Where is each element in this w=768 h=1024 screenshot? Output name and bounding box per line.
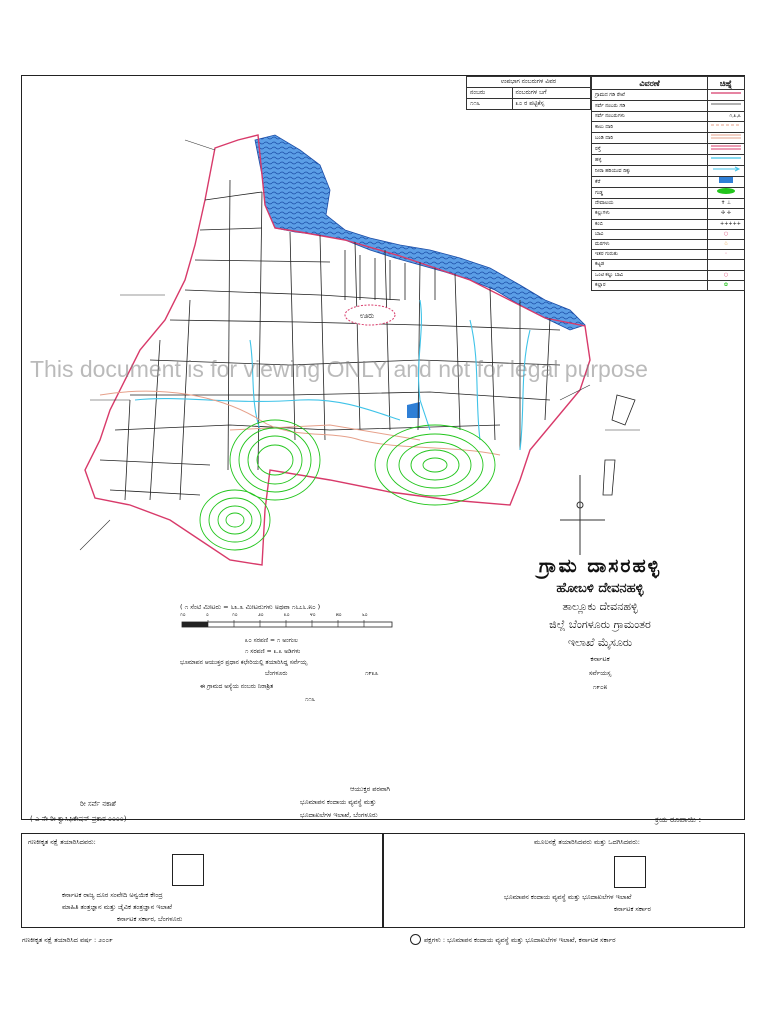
detached-parcel-2 [603,460,615,495]
legend-row: ಇತರ ಗುರುತು [592,250,708,260]
legend-symbol [708,90,745,101]
legend-symbol: ✿ [708,280,745,290]
roads [100,391,500,455]
scale-line-3: ಭೂಮಾಪನ ಆಯುಕ್ತರ ಪ್ರಧಾನ ಕಛೇರಿಯಲ್ಲಿ ತಯಾರಿಸಿದ್ದ ಸರ್ವೆಯ್ಸ [180,659,308,666]
subdivision-summary-table [466,76,591,110]
survey-label: ಸರ್ವೆಯಸ್ಸ [588,669,612,677]
legend-head-description: ವಿವರಣೆ [592,77,708,90]
legend-symbol [708,144,745,155]
scale-line-3c: ೧೯೩೩ [365,670,379,677]
legend-row: ಸರ್ವೆ ನಂಬರು ಗಡಿ [592,101,708,112]
legend-symbol [708,166,745,177]
legend-symbol: ○ [708,229,745,239]
scale-tick: ೩೦ [284,612,290,618]
legend-symbol [708,177,745,188]
legend-row: ದೇವಾಲಯ [592,199,708,209]
summary-row-number: ೧೧೬ [467,99,513,110]
scale-tick: ೧೦ [232,612,238,618]
legend-row: ರಸ್ತೆ [592,144,708,155]
legend-row: ನೀರಾ ಹರಿಯುವ ದಿಕ್ಕು [592,166,708,177]
footer-left-panel [21,833,383,928]
footer-right-line-2: ಕರ್ನಾಟಕ ಸರ್ಕಾರ [614,905,651,913]
reclassification-note: ( ಎ ನೇ ರೀ ಕ್ವಾಸಿಫಿಕೇಷನ್ ಪ್ರಕಾರ ೦೦೦೦) [30,815,127,823]
hobli-name: ಹೋಬಳಿ ದೇವನಹಳ್ಳಿ [556,581,644,596]
department-line-1: ಭೂಮಾಪನ ಕಂದಾಯ ವ್ಯವಸ್ಥೆ ಮತ್ತು [300,798,377,806]
scale-tick: ೨೦ [258,612,264,618]
summary-row-value: ೩೦ ರ ಪಟ್ಟಿಕೆಸ್ಸ [512,99,590,110]
footer-left-header: ಗಣಕೀಕೃತ ನಕ್ಷೆ ತಯಾರಿಸಿದವರು: [28,838,96,846]
legend-row: ಒಂಟಿ ಕಲ್ಲು ಬಾವಿ [592,270,708,280]
legend-row: ಮರಗಳು [592,239,708,249]
legend-symbol: ○ [708,270,745,280]
legend-symbol [708,260,745,270]
legend-row: ಹಳ್ಳ [592,155,708,166]
legend-row: ಬಂಡಿ ದಾರಿ [592,133,708,144]
legend-row: ಕಂಬಿ [592,219,708,229]
village-label: ಊರು [360,312,375,320]
legend-symbol: ♧ [708,239,745,249]
scale-line-3b: ಬೆಂಗಳೂರು [265,670,288,677]
legend-row: ಕಾಲು ದಾರಿ [592,122,708,133]
summary-header: ಉಪಭಾಗ ನಂಬರುಗಳ ವಿವರ [467,77,591,88]
digitization-year: ಗಣಕೀಕೃತ ನಕ್ಷೆ ತಯಾರಿಸಿದ ವರ್ಷ : ೨೦೦೯ [22,936,113,944]
seal-box-left [172,854,204,886]
taluk-name: ತಾಲ್ಲೂಕು ದೇವನಹಳ್ಳಿ [562,600,638,613]
detached-parcel [612,395,635,425]
copyright-circle-icon [410,934,421,945]
north-arrow [560,475,605,555]
legend-row: ಕಲ್ಲುಗಳು [592,209,708,219]
footer-right-line-1: ಭೂಮಾಪನ ಕಂದಾಯ ವ್ಯವಸ್ಥೆ ಮತ್ತು ಭೂದಾಖಲೆಗಳ ಇಲಾಖೆ [504,893,632,901]
scale-tick: ೪೦ [310,612,316,618]
legend-head-symbol: ಚಿಹ್ನೆ [708,77,745,90]
neighbour-arrows [80,140,640,550]
scale-tick: ೧೦ [180,612,186,618]
rights-statement: ಪಕ್ಷಗಳು : ಭೂಮಾಪನ ಕಂದಾಯ ವ್ಯವಸ್ಥೆ ಮತ್ತು ಭೂದಾಖಲೆಗಳ ಇಲಾಖೆ, ಕರ್ನಾಟಕ ಸರ್ಕಾರ [424,936,616,944]
division-name: ಇಲಾಖೆ ಮೈಸೂರು [567,636,633,649]
footer-right-header: ಮೂಲನಕ್ಷೆ ತಯಾರಿಸಿದವರು ಮತ್ತು ಒದಗಿಸಿದವರು: [534,838,640,846]
summary-col-number: ನಂಬರು [467,88,513,99]
legend-symbol [708,155,745,166]
legend-row: ಕಲ್ಲಾರ [592,280,708,290]
survey-year: ೧೯೦೫ [592,683,608,691]
scale-tick-labels [180,612,395,620]
watermark-text: This document is for viewing ONLY and not for legal purpose [30,356,648,382]
village-name: ಗ್ರಾಮ ದಾಸರಹಳ್ಳಿ [538,555,662,577]
state-name: ಕರ್ನಾಟಕ [590,655,610,663]
scale-caption: ( ೧ ಸೆಂಟಿ ಮೀಟರು = ೬೩.೩ ಮೀಟರುಗಳು ಅಥವಾ ೧೬೭೬.೫೦ ) [180,603,321,611]
footer-left-line-3: ಕರ್ನಾಟಕ ಸರ್ಕಾರ, ಬೆಂಗಳೂರು [117,915,183,923]
resurvey-map-label: ರೀ ಸರ್ವೆ ನಕಾಶೆ [80,800,116,808]
scale-line-5: ೧೧೬ [305,696,316,703]
legend-row: ಬಾವಿ [592,229,708,239]
footer-right-panel [383,833,745,928]
contour-hill-left [200,420,320,550]
scale-line-4: ಈ ಗ್ರಾಮದ ಅಸ್ಯೆಯ ನಂಬರು ನಿರಾಶ್ರಿತ [200,683,274,690]
scale-tick: ೫೦ [336,612,342,618]
commissioner-label: ಆಯುಕ್ತರ ಪರವಾಗಿ [350,785,390,793]
legend-symbol: +++++ [708,219,745,229]
village-boundary [85,135,590,565]
title-block [470,555,730,692]
scale-tick: ೬೦ [362,612,368,618]
scale-tick: ೦ [206,612,209,618]
department-line-2: ಭೂದಾಖಲೆಗಳ ಇಲಾಖೆ, ಬೆಂಗಳೂರು [300,811,378,819]
district-name: ಜಿಲ್ಲೆ ಬೆಂಗಳೂರು ಗ್ರಾಮಂತರ [549,618,651,631]
footer-left-line-1: ಕರ್ನಾಟಕ ರಾಜ್ಯ ದೂರ ಸಂವೇದಿ ಅನ್ವಯಿಕ ಕೇಂದ್ರ [62,891,163,899]
legend-symbol [708,122,745,133]
scale-line-2: ೧ ಸರಪಣಿ = ೩.೩ ಅಡಿಗಳು [245,648,301,655]
summary-col-type: ನಂಬರುಗಳ ಬಗೆ [512,88,590,99]
legend-row: ಸರ್ವೆ ನಂಬರುಗಳು [592,112,708,122]
legend-row: ಗುಡ್ಡ [592,188,708,199]
legend-table [591,76,745,291]
legend-symbol [708,188,745,199]
legend-symbol: ✢ ✛ [708,209,745,219]
legend-row: ಕಟ್ಟಡ [592,260,708,270]
legend-symbol [708,133,745,144]
legend-symbol-text: ೧,೩,೩ [708,112,745,122]
footer-left-line-2: ಮಾಹಿತಿ ತಂತ್ರಜ್ಞಾನ ಮತ್ತು ಜೈವಿಕ ತಂತ್ರಜ್ಞಾನ ಇಲಾಖೆ [62,903,172,911]
legend-row: ಕೆರೆ [592,177,708,188]
scale-line-1: ೩೦ ಸರಪಣಿ = ೧ ಅಂಗುಲ [245,637,298,644]
legend-row: ಗ್ರಾಮದ ಗಡಿ ರೇಖೆ [592,90,708,101]
price-label: ಕ್ರಯ ರೂಪಾಯಿ : [655,815,702,824]
legend-symbol: ✝ ⊥ [708,199,745,209]
legend-symbol: ◦ [708,250,745,260]
legend-symbol [708,101,745,112]
seal-box-right [614,856,646,888]
